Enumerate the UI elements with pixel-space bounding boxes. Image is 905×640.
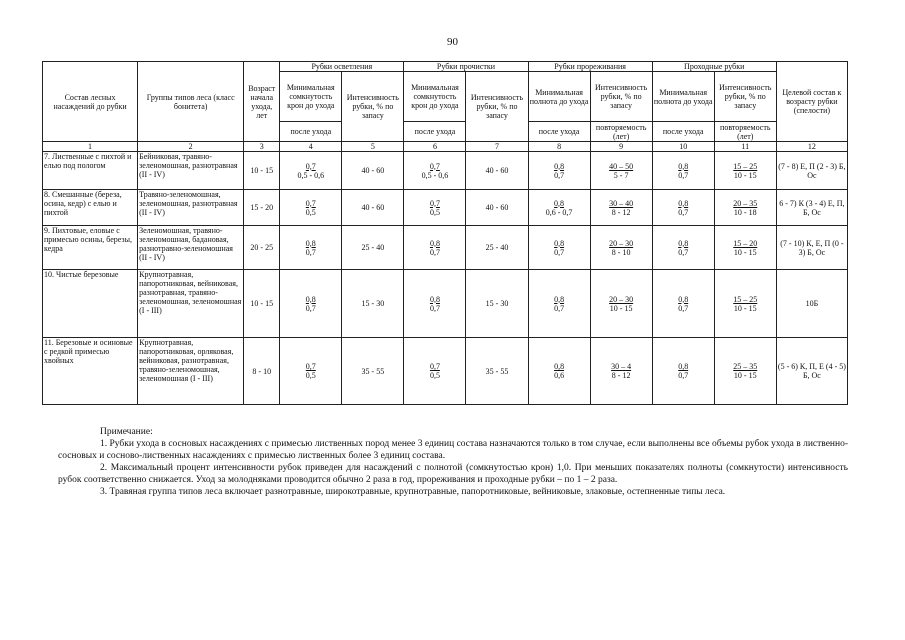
hdr-intensity-9: Интенсивность рубки, % по запасу bbox=[590, 72, 652, 122]
value-after: 0,5 bbox=[305, 207, 316, 217]
value-after: 0,7 bbox=[678, 247, 689, 257]
value-before: 0,8 bbox=[678, 198, 689, 208]
hdr-intensity-11: Интенсивность рубки, % по запасу bbox=[714, 72, 776, 122]
table-row bbox=[43, 226, 848, 270]
row-min-density-passing bbox=[652, 152, 714, 190]
hdr-target-composition: Целевой состав к возрасту рубки (спелости) bbox=[776, 62, 847, 142]
row-intensity-thinning bbox=[590, 338, 652, 405]
table-row bbox=[43, 152, 848, 190]
row-intensity-cleaning: 40 - 60 bbox=[466, 152, 528, 190]
row-min-crown-cleaning bbox=[404, 190, 466, 226]
row-composition: 7. Лиственные с пихтой и елью под пологом bbox=[43, 152, 138, 190]
table-row bbox=[43, 190, 848, 226]
row-forest-groups: Зеленомошная, травяно-зеленомошная, бадановая, разнотравно-зеленомошная (II - IV) bbox=[138, 226, 244, 270]
col-number: 9 bbox=[590, 142, 652, 152]
row-min-density-passing bbox=[652, 338, 714, 405]
row-intensity-lightening: 15 - 30 bbox=[342, 270, 404, 338]
notes-title: Примечание: bbox=[100, 427, 153, 437]
value-after: 0,7 bbox=[554, 303, 565, 313]
row-min-crown-cleaning bbox=[404, 338, 466, 405]
row-age: 10 - 15 bbox=[244, 270, 280, 338]
hdr-group-passing: Проходные рубки bbox=[652, 62, 776, 72]
row-age: 15 - 20 bbox=[244, 190, 280, 226]
row-intensity-cleaning: 25 - 40 bbox=[466, 226, 528, 270]
value-intensity: 30 – 4 bbox=[611, 362, 632, 371]
header-row-1 bbox=[43, 62, 848, 72]
forest-care-table bbox=[42, 61, 848, 405]
row-forest-groups: Крупнотравная, папоротниковая, орляковая, вейниковая, разнотравная, травяно-зеленомошная, зеленомошная (I - III) bbox=[138, 338, 244, 405]
hdr-after-4: после ухода bbox=[280, 122, 342, 142]
value-before: 0,8 bbox=[554, 161, 565, 171]
value-intensity: 20 – 30 bbox=[609, 238, 634, 248]
hdr-min-crown-6: Минимальная сомкнутость крон до ухода bbox=[404, 72, 466, 122]
value-before: 0,8 bbox=[554, 198, 565, 208]
value-after: 0,7 bbox=[554, 247, 565, 257]
value-after: 0,7 bbox=[678, 170, 689, 180]
hdr-intensity-5: Интенсивность рубки, % по запасу bbox=[342, 72, 404, 142]
value-repeat: 8 - 12 bbox=[611, 207, 631, 217]
row-min-crown-lightening bbox=[280, 226, 342, 270]
row-composition: 8. Смешанные (береза, осина, кедр) с елью и пихтой bbox=[43, 190, 138, 226]
row-min-density-thinning bbox=[528, 190, 590, 226]
hdr-after-6: после ухода bbox=[404, 122, 466, 142]
hdr-after-10: после ухода bbox=[652, 122, 714, 142]
row-intensity-passing bbox=[714, 152, 776, 190]
row-target-composition: (7 - 8) Е, П (2 - 3) Б, Ос bbox=[776, 152, 847, 190]
value-before: 0,7 bbox=[305, 198, 316, 208]
hdr-intensity-7: Интенсивность рубки, % по запасу bbox=[466, 72, 528, 142]
value-before: 0,8 bbox=[554, 362, 565, 371]
value-before: 0,7 bbox=[429, 362, 440, 371]
value-before: 0,7 bbox=[429, 198, 440, 208]
row-composition: 9. Пихтовые, еловые с примесью осины, березы, кедра bbox=[43, 226, 138, 270]
value-before: 0,8 bbox=[305, 238, 316, 248]
value-after: 0,5 bbox=[429, 207, 440, 217]
value-before: 0,8 bbox=[429, 294, 440, 304]
hdr-repeat-9: повторяемость (лет) bbox=[590, 122, 652, 142]
value-repeat: 8 - 10 bbox=[611, 247, 631, 257]
value-intensity: 20 – 35 bbox=[733, 198, 758, 208]
col-number: 11 bbox=[714, 142, 776, 152]
value-intensity: 15 – 25 bbox=[733, 161, 758, 171]
value-repeat: 5 - 7 bbox=[613, 170, 629, 180]
row-intensity-lightening: 40 - 60 bbox=[342, 152, 404, 190]
hdr-group-cleaning: Рубки прочистки bbox=[404, 62, 528, 72]
hdr-min-density-8: Минимальная полнота до ухода bbox=[528, 72, 590, 122]
row-intensity-thinning bbox=[590, 152, 652, 190]
value-repeat: 10 - 15 bbox=[733, 170, 757, 180]
row-min-crown-lightening bbox=[280, 152, 342, 190]
value-before: 0,7 bbox=[305, 161, 316, 171]
col-number: 2 bbox=[138, 142, 244, 152]
value-before: 0,8 bbox=[678, 362, 689, 371]
hdr-forest-groups: Группы типов леса (класс бонитета) bbox=[138, 62, 244, 142]
row-age: 10 - 15 bbox=[244, 152, 280, 190]
row-intensity-lightening: 40 - 60 bbox=[342, 190, 404, 226]
value-intensity: 40 – 50 bbox=[609, 161, 634, 171]
col-number: 12 bbox=[776, 142, 847, 152]
value-after: 0,5 bbox=[429, 371, 440, 380]
row-composition: 10. Чистые березовые bbox=[43, 270, 138, 338]
value-before: 0,8 bbox=[429, 238, 440, 248]
hdr-min-crown-4: Минимальная сомкнутость крон до ухода bbox=[280, 72, 342, 122]
value-after: 0,7 bbox=[678, 303, 689, 313]
hdr-repeat-11: повторяемость (лет) bbox=[714, 122, 776, 142]
row-intensity-passing bbox=[714, 226, 776, 270]
value-repeat: 10 - 18 bbox=[733, 207, 757, 217]
row-min-density-passing bbox=[652, 190, 714, 226]
row-age: 20 - 25 bbox=[244, 226, 280, 270]
value-after: 0,5 - 0,6 bbox=[297, 170, 325, 180]
value-before: 0,7 bbox=[305, 362, 316, 371]
value-intensity: 15 – 25 bbox=[733, 294, 758, 304]
hdr-group-thinning: Рубки прореживания bbox=[528, 62, 652, 72]
table-row bbox=[43, 338, 848, 405]
value-after: 0,5 - 0,6 bbox=[421, 170, 449, 180]
row-target-composition: (5 - 6) К, П, Е (4 - 5) Б, Ос bbox=[776, 338, 847, 405]
hdr-after-8: после ухода bbox=[528, 122, 590, 142]
row-min-crown-cleaning bbox=[404, 226, 466, 270]
col-number: 3 bbox=[244, 142, 280, 152]
row-min-density-thinning bbox=[528, 226, 590, 270]
value-after: 0,7 bbox=[678, 371, 689, 380]
value-after: 0,7 bbox=[305, 303, 316, 313]
row-min-density-thinning bbox=[528, 270, 590, 338]
row-intensity-thinning bbox=[590, 190, 652, 226]
value-after: 0,7 bbox=[554, 170, 565, 180]
value-before: 0,8 bbox=[554, 294, 565, 304]
row-intensity-passing bbox=[714, 270, 776, 338]
row-min-density-passing bbox=[652, 226, 714, 270]
row-min-crown-lightening bbox=[280, 338, 342, 405]
col-number: 1 bbox=[43, 142, 138, 152]
value-intensity: 15 – 20 bbox=[733, 238, 758, 248]
row-forest-groups: Бейниковая, травяно-зеленомошная, разнотравная (II - IV) bbox=[138, 152, 244, 190]
col-number: 5 bbox=[342, 142, 404, 152]
value-after: 0,7 bbox=[305, 247, 316, 257]
col-number-row bbox=[43, 142, 848, 152]
value-repeat: 10 - 15 bbox=[733, 247, 757, 257]
col-number: 4 bbox=[280, 142, 342, 152]
value-before: 0,8 bbox=[678, 238, 689, 248]
note-1: 1. Рубки ухода в сосновых насаждениях с примесью лиственных пород менее 3 единиц состава назначаются только в том случае, если выполнены все объемы рубок ухода в лиственно-сосновых и сосново-лиственных насаждениях с примесью лиственных более 3 единиц состава. bbox=[58, 439, 848, 461]
row-forest-groups: Травяно-зеленомошная, зеленомошная, разнотравная (II - IV) bbox=[138, 190, 244, 226]
notes-block bbox=[58, 426, 848, 498]
row-target-composition: 10Б bbox=[776, 270, 847, 338]
note-3: 3. Травяная группа типов леса включает разнотравные, широкотравные, крупнотравные, папоротниковые, вейниковые, злаковые, остепненные типы леса. bbox=[100, 487, 726, 497]
row-intensity-thinning bbox=[590, 226, 652, 270]
row-min-crown-cleaning bbox=[404, 270, 466, 338]
note-2: 2. Максимальный процент интенсивности рубок приведен для насаждений с полнотой (сомкнутостью крон) 1,0. При меньших показателях полноты (сомкнутости) интенсивность рубок соответственно снижается. Уход за молодняками проводится обычно 2 раза в год, прореживания и проходные рубки – по 1 – 2 раза. bbox=[58, 463, 848, 485]
value-repeat: 10 - 15 bbox=[733, 371, 757, 380]
row-min-crown-cleaning bbox=[404, 152, 466, 190]
value-after: 0,5 bbox=[305, 371, 316, 380]
col-number: 10 bbox=[652, 142, 714, 152]
value-after: 0,6 bbox=[554, 371, 565, 380]
col-number: 8 bbox=[528, 142, 590, 152]
row-intensity-thinning bbox=[590, 270, 652, 338]
value-after: 0,7 bbox=[429, 303, 440, 313]
row-intensity-passing bbox=[714, 338, 776, 405]
row-intensity-lightening: 35 - 55 bbox=[342, 338, 404, 405]
value-before: 0,8 bbox=[678, 294, 689, 304]
row-intensity-cleaning: 35 - 55 bbox=[466, 338, 528, 405]
col-number: 6 bbox=[404, 142, 466, 152]
value-repeat: 8 - 12 bbox=[611, 371, 631, 380]
value-intensity: 25 – 35 bbox=[733, 362, 758, 371]
table-row bbox=[43, 270, 848, 338]
value-after: 0,6 - 0,7 bbox=[545, 207, 573, 217]
row-age: 8 - 10 bbox=[244, 338, 280, 405]
row-target-composition: 6 - 7) К (3 - 4) Е, П, Б, Ос bbox=[776, 190, 847, 226]
col-number: 7 bbox=[466, 142, 528, 152]
value-repeat: 10 - 15 bbox=[733, 303, 757, 313]
hdr-min-density-10: Минимальная полнота до ухода bbox=[652, 72, 714, 122]
row-intensity-cleaning: 15 - 30 bbox=[466, 270, 528, 338]
row-min-crown-lightening bbox=[280, 190, 342, 226]
value-intensity: 30 – 40 bbox=[609, 198, 634, 208]
row-min-density-passing bbox=[652, 270, 714, 338]
row-min-density-thinning bbox=[528, 152, 590, 190]
hdr-start-age: Возраст начала ухода, лет bbox=[244, 62, 280, 142]
value-before: 0,7 bbox=[429, 161, 440, 171]
row-intensity-passing bbox=[714, 190, 776, 226]
hdr-group-lightening: Рубки осветления bbox=[280, 62, 404, 72]
value-before: 0,8 bbox=[678, 161, 689, 171]
row-forest-groups: Крупнотравная, папоротниковая, вейниковая, разнотравная, травяно-зеленомошная, зеленомошная (I - III) bbox=[138, 270, 244, 338]
value-repeat: 10 - 15 bbox=[609, 303, 633, 313]
row-min-density-thinning bbox=[528, 338, 590, 405]
value-before: 0,8 bbox=[554, 238, 565, 248]
value-intensity: 20 – 30 bbox=[609, 294, 634, 304]
row-composition: 11. Березовые и осиновые с редкой примесью хвойных bbox=[43, 338, 138, 405]
page-number: 90 bbox=[447, 36, 458, 48]
value-after: 0,7 bbox=[678, 207, 689, 217]
hdr-composition: Состав лесных насаждений до рубки bbox=[43, 62, 138, 142]
row-min-crown-lightening bbox=[280, 270, 342, 338]
row-intensity-lightening: 25 - 40 bbox=[342, 226, 404, 270]
row-intensity-cleaning: 40 - 60 bbox=[466, 190, 528, 226]
value-after: 0,7 bbox=[429, 247, 440, 257]
value-before: 0,8 bbox=[305, 294, 316, 304]
row-target-composition: (7 - 10) К, Е, П (0 - 3) Б, Ос bbox=[776, 226, 847, 270]
